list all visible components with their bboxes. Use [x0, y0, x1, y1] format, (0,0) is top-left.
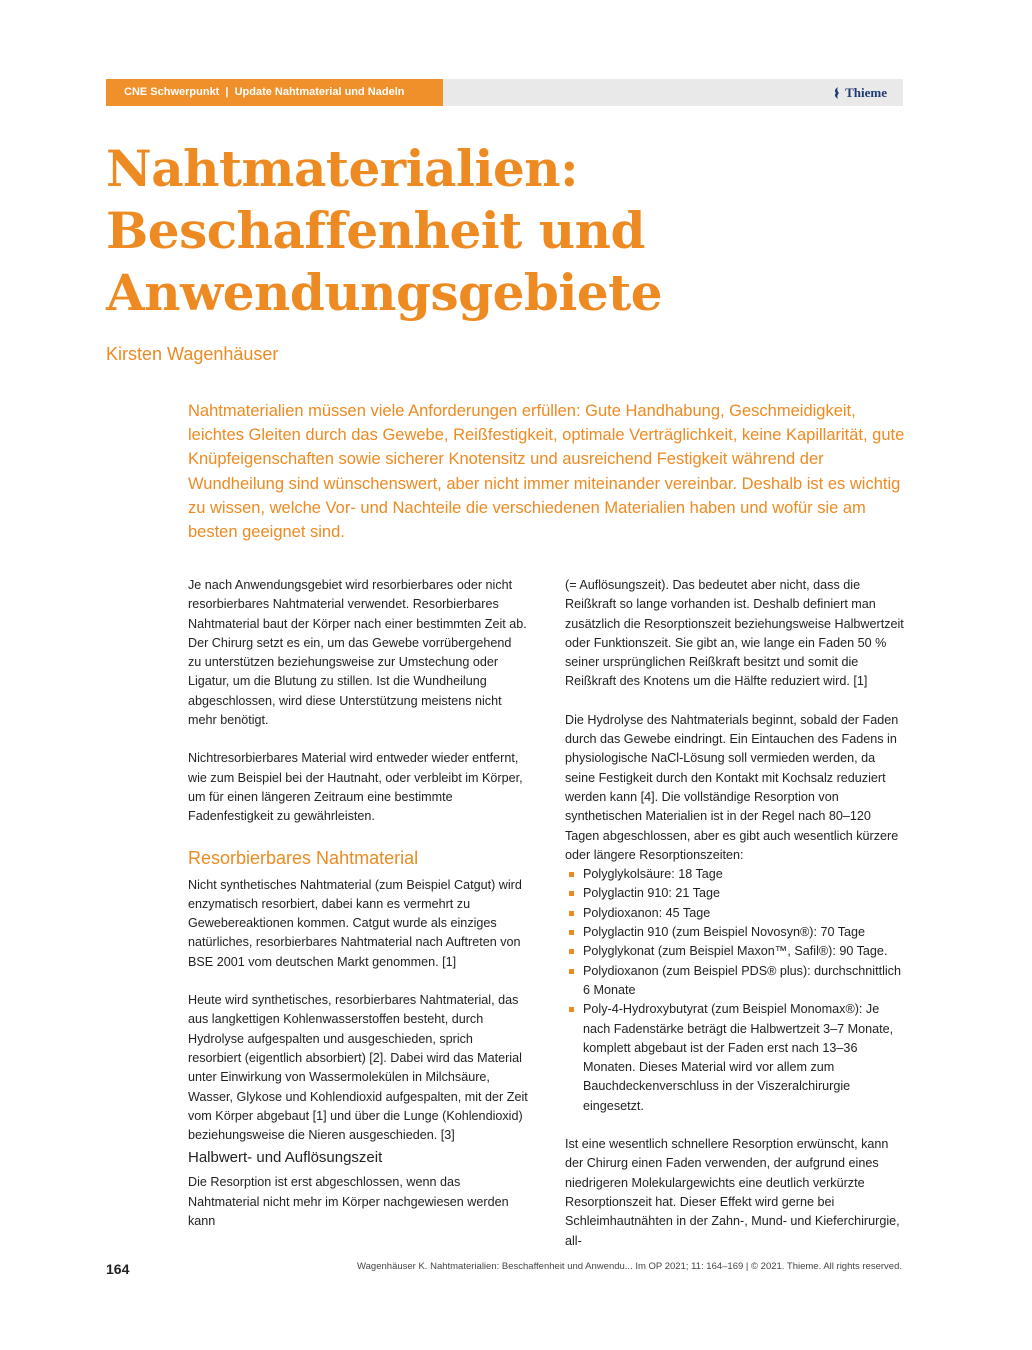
list-item-text: Polyglactin 910: 21 Tage	[583, 886, 720, 901]
paragraph: (= Auflösungszeit). Das bedeutet aber nicht, dass die Reißkraft so lange vorhanden ist. Deshalb definiert man zusätzlich die Resorptionszeit beziehungsweise Halbwertzeit oder Funktionszeit. Sie gibt an, wie lange ein Faden 50 % seiner ursprünglichen Reißkraft besitzt und somit die Reißkraft des Knotens um die Hälfte reduziert wird. [1]	[565, 578, 904, 689]
section-heading: Resorbierbares Nahtmaterial	[188, 847, 419, 868]
paragraph: Nichtresorbierbares Material wird entweder wieder entfernt, wie zum Beispiel bei der Hautnaht, oder verbleibt im Körper, um für einen längeren Zeitraum eine bestimmte Fadenfestigkeit zu gewährleisten.	[188, 751, 523, 824]
list-item	[565, 1000, 905, 1116]
citation-footer: Wagenhäuser K. Nahtmaterialien: Beschaffenheit und Anwendu... Im OP 2021; 11: 164–169 | © 2021. Thieme. All rights reserved.	[357, 1261, 902, 1272]
list-item	[565, 904, 905, 923]
bullet-marker	[569, 949, 574, 954]
list-item-text: Polyglykolsäure: 18 Tage	[583, 867, 723, 882]
title-line-3: Anwendungsgebiete	[106, 263, 663, 322]
bullet-marker	[569, 1007, 574, 1012]
left-column	[188, 576, 528, 1231]
list-item	[565, 942, 905, 961]
title-line-1: Nahtmaterialien:	[106, 139, 579, 198]
article-title	[106, 138, 906, 324]
list-item	[565, 865, 905, 884]
paragraph: Heute wird synthetisches, resorbierbares Nahtmaterial, das aus langkettigen Kohlenwasserstoffen besteht, durch Hydrolyse aufgespalten und ausgeschieden, sprich resorbiert (eigentlich absorbiert) [2]. Dabei wird das Material unter Einwirkung von Wassermolekülen in Milchsäure, Wasser, Glykose und Kohlendioxid aufgespalten, mit der Zeit vom Körper abgebaut [1] und über die Lunge (Kohlendioxid) beziehungsweise die Nieren ausgeschieden. [3]	[188, 993, 528, 1143]
title-line-2: Beschaffenheit und	[106, 201, 645, 260]
list-item-text: Polyglactin 910 (zum Beispiel Novosyn®): 70 Tage	[583, 925, 866, 940]
paragraph: Die Hydrolyse des Nahtmaterials beginnt, sobald der Faden durch das Gewebe eindringt. Ein Eintauchen des Fadens in physiologische NaCl-Lösung soll vermieden werden, da seine Festigkeit durch den Kontakt mit Kochsalz reduziert werden kann [4]. Die vollständige Resorption von synthetischen Materialien ist in der Regel nach 80–120 Tagen abgeschlossen, aber es gibt auch wesentlich kürzere oder längere Resorptionszeiten:	[565, 712, 899, 862]
list-item-text: Polydioxanon (zum Beispiel PDS® plus): durchschnittlich 6 Monate	[583, 963, 901, 997]
subsection-heading: Halbwert- und Auflösungszeit	[188, 1149, 383, 1167]
list-item-text: Poly-4-Hydroxybutyrat (zum Beispiel Monomax®): Je nach Fadenstärke beträgt die Halbwertzeit 3–7 Monate, komplett abgebaut ist der Faden erst nach 13–36 Monaten. Dieses Material wird vor allem zum Bauchdeckenverschluss in der Viszeralchirurgie eingesetzt.	[583, 1002, 894, 1113]
list-item-text: Polyglykonat (zum Beispiel Maxon™, Safil®): 90 Tage.	[583, 944, 888, 959]
section-separator: |	[225, 86, 229, 98]
author-name: Kirsten Wagenhäuser	[106, 344, 279, 364]
section-tag	[106, 79, 443, 106]
publisher-logo	[833, 79, 887, 106]
section-label: CNE Schwerpunkt	[124, 86, 220, 98]
bullet-marker	[569, 969, 574, 974]
running-header	[106, 79, 903, 106]
thieme-logo-icon	[833, 87, 843, 99]
list-item	[565, 884, 905, 903]
brand-name: Thieme	[845, 85, 887, 100]
bullet-marker	[569, 930, 574, 935]
page-number: 164	[106, 1261, 130, 1277]
right-column	[565, 576, 905, 1251]
paragraph: Die Resorption ist erst abgeschlossen, wenn das Nahtmaterial nicht mehr im Körper nachgewiesen werden kann	[188, 1175, 509, 1229]
paragraph: Ist eine wesentlich schnellere Resorption erwünscht, kann der Chirurg einen Faden verwenden, der aufgrund eines niedrigeren Molekulargewichts eine deutlich verkürzte Resorptionszeit hat. Dieser Effekt wird gerne bei Schleimhautnähten in der Zahn-, Mund- und Kieferchirurgie, all-	[565, 1137, 900, 1248]
bullet-marker	[569, 891, 574, 896]
topic-label: Update Nahtmaterial und Nadeln	[234, 86, 405, 98]
bullet-marker	[569, 872, 574, 877]
bullet-marker	[569, 911, 574, 916]
list-item-text: Polydioxanon: 45 Tage	[583, 905, 711, 920]
resorption-times-list	[565, 865, 905, 1116]
paragraph: Je nach Anwendungsgebiet wird resorbierbares oder nicht resorbierbares Nahtmaterial verwendet. Resorbierbares Nahtmaterial baut der Körper nach einer bestimmten Zeit ab. Der Chirurg setzt es ein, um das Gewebe vorrübergehend zu unterstützen beziehungsweise zur Umstechung oder Ligatur, um die Blutung zu stillen. Ist die Wundheilung abgeschlossen, wird diese Unterstützung meistens nicht mehr benötigt.	[188, 578, 527, 728]
paragraph: Nicht synthetisches Nahtmaterial (zum Beispiel Catgut) wird enzymatisch resorbiert, dabei kann es vermehrt zu Gewebereaktionen kommen. Catgut wurde als einziges natürliches, resorbierbares Nahtmaterial nach Auftreten von BSE 2001 vom deutschen Markt genommen. [1]	[188, 877, 522, 969]
list-item	[565, 962, 905, 1001]
list-item	[565, 923, 905, 942]
abstract: Nahtmaterialien müssen viele Anforderungen erfüllen: Gute Handhabung, Geschmeidigkeit, leichtes Gleiten durch das Gewebe, Reißfestigkeit, optimale Verträglichkeit, keine Kapillarität, gute Knüpfeigenschaften sowie sicherer Knotensitz und ausreichend Festigkeit während der Wundheilung sind wünschenswert, aber nicht immer miteinander vereinbar. Deshalb ist es wichtig zu wissen, welche Vor- und Nachteile die verschiedenen Materialien haben und wofür sie am besten geeignet sind.	[188, 402, 905, 542]
